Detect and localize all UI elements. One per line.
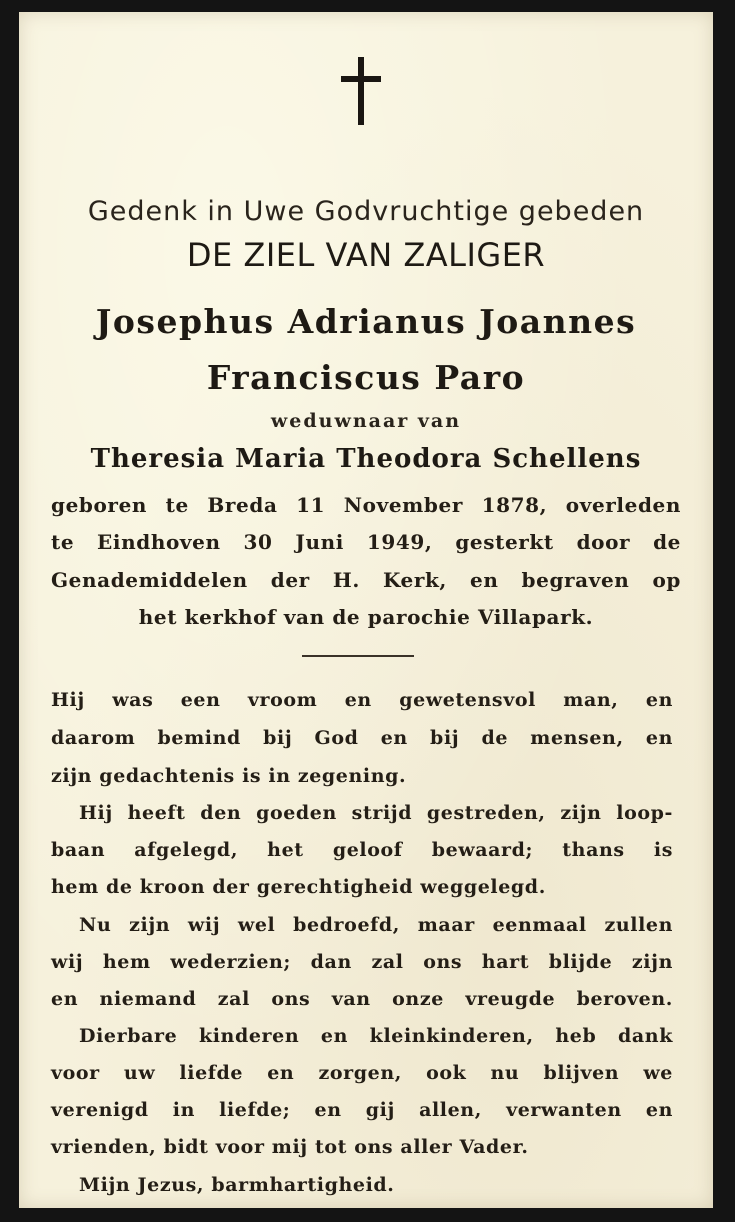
verse-line: baan afgelegd, het geloof bewaard; thans is (51, 839, 673, 861)
verse-line: vrienden, bidt voor mij tot ons aller Vader. (51, 1136, 529, 1158)
verse-line: wij hem wederzien; dan zal ons hart blijde zijn (51, 951, 673, 973)
verse-line: voor uw liefde en zorgen, ook nu blijven we (51, 1062, 673, 1084)
verse-line: Mijn Jezus, barmhartigheid. (79, 1174, 395, 1196)
verse-line: Nu zijn wij wel bedroefd, maar eenmaal zullen (79, 914, 673, 936)
deceased-name-line-1: Josephus Adrianus Joannes (95, 302, 637, 341)
memorial-card (19, 12, 713, 1208)
verse-line: hem de kroon der gerechtigheid weggelegd. (51, 876, 546, 898)
heading-text: DE ZIEL VAN ZALIGER (186, 236, 546, 274)
verse-line: Dierbare kinderen en kleinkinderen, heb dank (79, 1025, 673, 1047)
intro-text: Gedenk in Uwe Godvruchtige gebeden (87, 196, 645, 227)
spouse-name: Theresia Maria Theodora Schellens (90, 444, 642, 474)
verse-line: verenigd in liefde; en gij allen, verwanten en (51, 1099, 673, 1121)
verse-line: daarom bemind bij God en bij de mensen, en (51, 727, 673, 749)
bio-line: Genademiddelen der H. Kerk, en begraven op (51, 568, 681, 592)
verse-line: zijn gedachtenis is in zegening. (51, 765, 407, 787)
cross-icon (341, 57, 381, 125)
bio-line: te Eindhoven 30 Juni 1949, gesterkt door de (51, 530, 681, 554)
relation-text: weduwnaar van (270, 410, 462, 432)
bio-line: geboren te Breda 11 November 1878, overleden (51, 493, 681, 517)
deceased-name-line-2: Franciscus Paro (206, 358, 526, 397)
verse-line: Hij heeft den goeden strijd gestreden, zijn loop- (79, 802, 673, 824)
verse-line: Hij was een vroom en gewetensvol man, en (51, 689, 673, 711)
divider (302, 655, 414, 657)
bio-line: het kerkhof van de parochie Villapark. (138, 605, 594, 629)
verse-line: en niemand zal ons van onze vreugde beroven. (51, 988, 673, 1010)
